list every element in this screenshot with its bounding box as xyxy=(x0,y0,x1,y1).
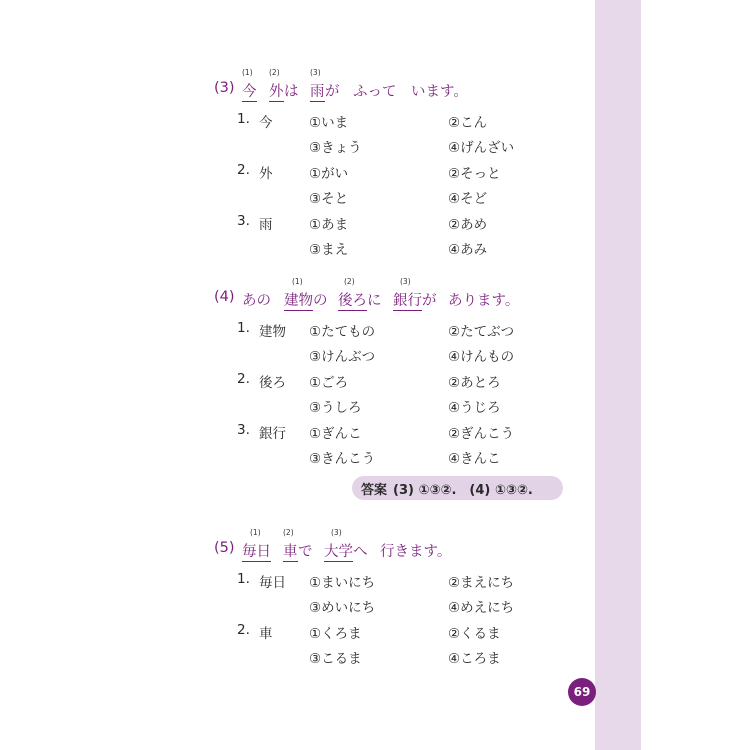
underlined-word-1: 建物 xyxy=(284,289,313,311)
particle: が xyxy=(422,293,437,309)
option-3: ③まえ xyxy=(309,242,349,258)
underlined-word-2: 後ろ xyxy=(338,289,367,311)
item-number: 3. xyxy=(237,422,250,438)
option-3: ③うしろ xyxy=(309,400,362,416)
question-3-label: (3) xyxy=(214,80,235,96)
blank-1-number: (1) xyxy=(250,528,261,537)
option-1: ①まいにち xyxy=(309,575,376,591)
blank-3-number: (3) xyxy=(310,68,321,77)
option-4: ④あみ xyxy=(448,242,488,258)
item-number: 2. xyxy=(237,162,250,178)
option-1: ①ごろ xyxy=(309,375,349,391)
blank-1-number: (1) xyxy=(292,277,303,286)
sentence-start: あの xyxy=(242,293,271,309)
option-4: ④きんこ xyxy=(448,451,501,467)
answer-label: 答案 xyxy=(361,483,388,498)
underlined-word-3: 銀行 xyxy=(393,289,422,311)
option-4: ④そど xyxy=(448,191,488,207)
sentence-rest: ふって います。 xyxy=(353,84,468,100)
underlined-word-2: 車 xyxy=(283,540,298,562)
particle: で xyxy=(298,544,313,560)
underlined-word-1: 今 xyxy=(242,80,257,102)
option-1: ①いま xyxy=(309,115,349,131)
item-number: 2. xyxy=(237,622,250,638)
sentence-rest: 行きます。 xyxy=(380,544,452,560)
page-number-badge: 69 xyxy=(568,678,596,706)
item-word: 雨 xyxy=(259,217,273,233)
particle: に xyxy=(367,293,382,309)
blank-1-number: (1) xyxy=(242,68,253,77)
option-1: ①ぎんこ xyxy=(309,426,362,442)
option-3: ③こるま xyxy=(309,651,362,667)
particle: へ xyxy=(353,544,368,560)
answer-value: (3) ①③②. (4) ①③②. xyxy=(393,483,533,498)
particle: は xyxy=(284,84,299,100)
item-word: 車 xyxy=(259,626,273,642)
option-2: ②くるま xyxy=(448,626,501,642)
option-2: ②あとろ xyxy=(448,375,501,391)
underlined-word-3: 雨 xyxy=(310,80,325,102)
option-4: ④うじろ xyxy=(448,400,501,416)
item-number: 1. xyxy=(237,571,250,587)
option-3: ③めいにち xyxy=(309,600,376,616)
option-2: ②あめ xyxy=(448,217,488,233)
question-5-label: (5) xyxy=(214,540,235,556)
question-4-label: (4) xyxy=(214,289,235,305)
option-4: ④めえにち xyxy=(448,600,515,616)
side-color-band xyxy=(595,0,641,750)
option-3: ③けんぶつ xyxy=(309,349,376,365)
blank-3-number: (3) xyxy=(331,528,342,537)
answer-line xyxy=(361,479,533,498)
blank-2-number: (2) xyxy=(283,528,294,537)
option-3: ③きょう xyxy=(309,140,362,156)
option-2: ②まえにち xyxy=(448,575,515,591)
particle: が xyxy=(325,84,340,100)
item-number: 3. xyxy=(237,213,250,229)
underlined-word-1: 毎日 xyxy=(242,540,271,562)
item-word: 建物 xyxy=(259,324,286,340)
blank-2-number: (2) xyxy=(269,68,280,77)
underlined-word-2: 外 xyxy=(269,80,284,102)
blank-3-number: (3) xyxy=(400,277,411,286)
option-2: ②ぎんこう xyxy=(448,426,515,442)
item-word: 外 xyxy=(259,166,273,182)
option-1: ①たてもの xyxy=(309,324,376,340)
option-1: ①あま xyxy=(309,217,349,233)
option-1: ①がい xyxy=(309,166,349,182)
underlined-word-3: 大学 xyxy=(324,540,353,562)
item-number: 2. xyxy=(237,371,250,387)
sentence-rest: あります。 xyxy=(448,293,520,309)
option-2: ②そっと xyxy=(448,166,501,182)
option-4: ④げんざい xyxy=(448,140,515,156)
item-word: 後ろ xyxy=(259,375,286,391)
item-number: 1. xyxy=(237,111,250,127)
option-3: ③きんこう xyxy=(309,451,376,467)
option-2: ②たてぶつ xyxy=(448,324,515,340)
option-1: ①くろま xyxy=(309,626,362,642)
item-word: 今 xyxy=(259,115,273,131)
particle: の xyxy=(313,293,328,309)
option-4: ④ころま xyxy=(448,651,501,667)
item-word: 毎日 xyxy=(259,575,286,591)
item-word: 銀行 xyxy=(259,426,286,442)
item-number: 1. xyxy=(237,320,250,336)
option-3: ③そと xyxy=(309,191,349,207)
option-4: ④けんもの xyxy=(448,349,515,365)
blank-2-number: (2) xyxy=(344,277,355,286)
option-2: ②こん xyxy=(448,115,488,131)
